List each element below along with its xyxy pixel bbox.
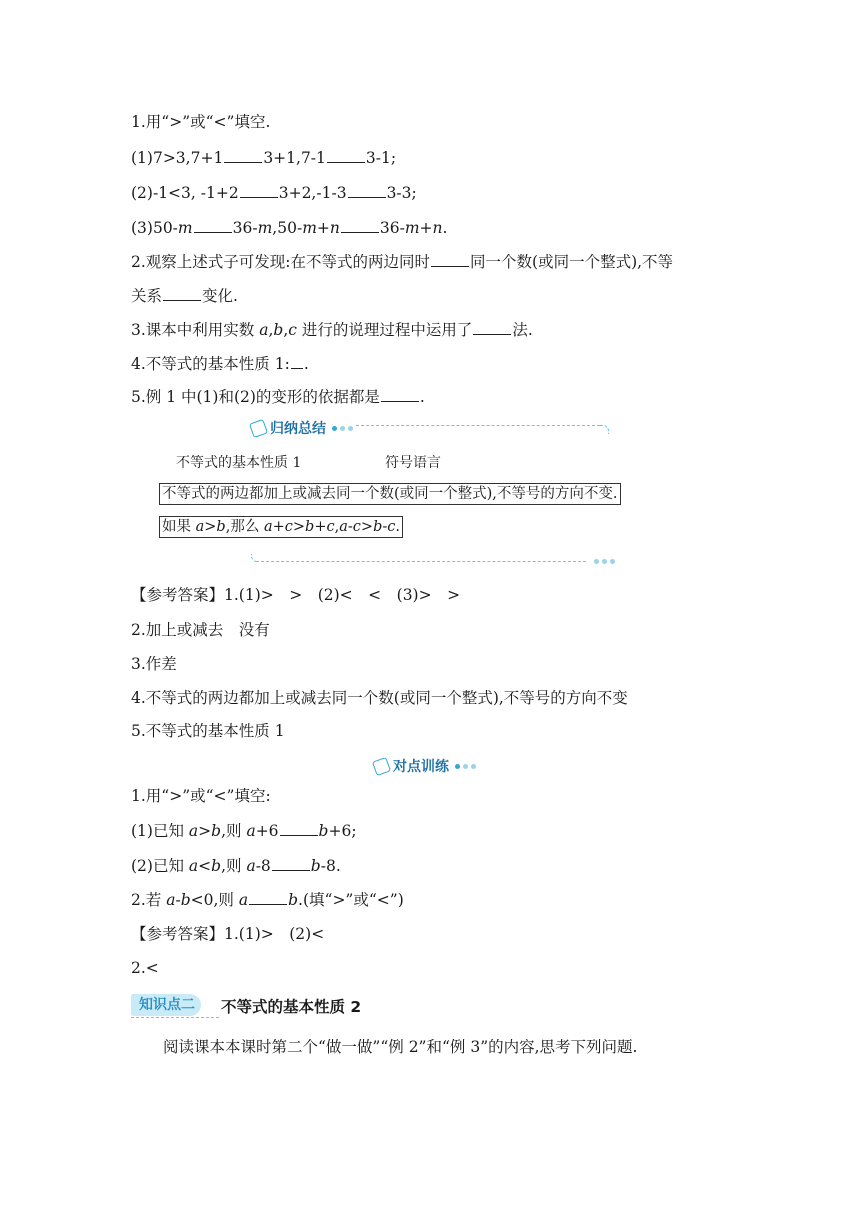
edit-icon [372, 756, 391, 775]
answer-blank[interactable] [194, 218, 232, 233]
q3: 3.课本中利用实数 a,b,c 进行的说理过程中运用了 法. [131, 321, 533, 339]
pencil-icon [249, 418, 268, 437]
answer-line-4: 4.不等式的两边都加上或减去同一个数(或同一个整式),不等号的方向不变 [131, 689, 628, 707]
answer-blank[interactable] [348, 183, 386, 198]
answer-blank[interactable] [341, 218, 379, 233]
knowledge-point-intro: 阅读课本本课时第二个“做一做”“例 2”和“例 3”的内容,思考下列问题. [163, 1038, 638, 1056]
practice-q1: 1.用“>”或“<”填空: [131, 787, 271, 805]
answer-blank[interactable] [280, 821, 318, 836]
summary-header [251, 418, 353, 438]
practice-q2: 2.若 a-b<0,则 a b.(填“>”或“<”) [131, 891, 404, 909]
practice-answer-1: 【参考答案】1.(1)> (2)< [131, 925, 325, 943]
answer-blank[interactable] [272, 856, 310, 871]
answer-blank[interactable] [224, 148, 262, 163]
answer-line-2: 2.加上或减去 没有 [131, 621, 270, 639]
badge-underline [131, 1017, 219, 1018]
answer-blank[interactable] [163, 286, 201, 301]
property-symbol-box: 如果 a>b,那么 a+c>b+c,a-c>b-c. [159, 516, 403, 538]
property-statement-box: 不等式的两边都加上或减去同一个数(或同一个整式),不等号的方向不变. [159, 483, 621, 505]
summary-label-symbol: 符号语言 [385, 455, 441, 471]
answer-blank[interactable] [291, 354, 303, 369]
practice-header [374, 756, 476, 776]
practice-title: 对点训练 [393, 759, 449, 775]
q1-part1: (1)7>3,7+1 3+1,7-1 3-1; [131, 149, 397, 167]
divider [356, 425, 600, 426]
summary-label-property: 不等式的基本性质 1 [176, 455, 302, 471]
practice-q1b: (2)已知 a<b,则 a-8 b-8. [131, 857, 341, 875]
answer-blank[interactable] [249, 890, 287, 905]
q1-part3: (3)50-m 36-m,50-m+n 36-m+n. [131, 219, 448, 237]
divider-corner [251, 554, 258, 562]
dots-decoration [455, 764, 476, 769]
answer-blank[interactable] [473, 320, 511, 335]
dots-decoration [332, 426, 353, 431]
divider-bottom [256, 561, 586, 562]
summary-title: 归纳总结 [270, 421, 326, 437]
answer-line-1: 【参考答案】1.(1)> > (2)< < (3)> > [131, 586, 461, 604]
q4: 4.不等式的基本性质 1: . [131, 355, 309, 373]
q1-part2: (2)-1<3, -1+2 3+2,-1-3 3-3; [131, 184, 417, 202]
q2-line2: 关系 变化. [131, 287, 238, 305]
divider-corner [600, 425, 609, 434]
q2-line1: 2.观察上述式子可发现:在不等式的两边同时 同一个数(或同一个整式),不等 [131, 253, 674, 271]
q1-prompt: 1.用“>”或“<”填空. [131, 113, 271, 131]
answer-blank[interactable] [381, 387, 419, 402]
answer-line-5: 5.不等式的基本性质 1 [131, 722, 285, 740]
practice-q1a: (1)已知 a>b,则 a+6 b+6; [131, 822, 357, 840]
knowledge-point-badge: 知识点二 [131, 994, 201, 1016]
knowledge-point-title: 不等式的基本性质 2 [221, 998, 362, 1016]
answer-blank[interactable] [240, 183, 278, 198]
answer-blank[interactable] [431, 252, 469, 267]
answer-line-3: 3.作差 [131, 655, 177, 673]
q5: 5.例 1 中(1)和(2)的变形的依据都是 . [131, 388, 425, 406]
practice-answer-2: 2.< [131, 959, 159, 977]
dots-decoration [594, 559, 615, 564]
answer-blank[interactable] [327, 148, 365, 163]
